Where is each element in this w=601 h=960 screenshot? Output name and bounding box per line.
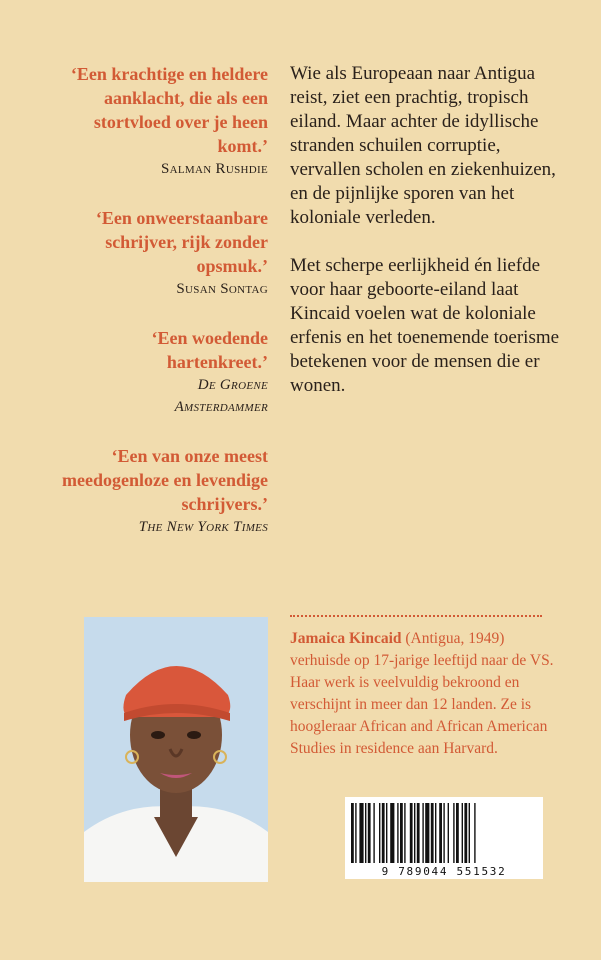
quote-source: Susan Sontag bbox=[176, 281, 268, 297]
barcode-bar bbox=[390, 803, 394, 863]
author-photo bbox=[84, 617, 268, 882]
quote-text: ‘Een van onze meest meedogenloze en levendige schrijvers.’ bbox=[62, 446, 268, 514]
barcode-bar bbox=[469, 803, 470, 863]
barcode-bar bbox=[379, 803, 380, 863]
quote-text: ‘Een woedende hartenkreet.’ bbox=[151, 328, 268, 372]
dotted-divider bbox=[290, 615, 542, 617]
barcode-bars bbox=[345, 797, 543, 865]
barcode-bar bbox=[410, 803, 413, 863]
barcode-bar bbox=[368, 803, 371, 863]
isbn-number: 9 789044 551532 bbox=[381, 865, 507, 878]
barcode-bar bbox=[443, 803, 444, 863]
quote-nyt bbox=[60, 444, 268, 538]
quote-text: ‘Een onweerstaanbare schrijver, rijk zonder opsmuk.’ bbox=[95, 208, 268, 276]
bio-text: (Antigua, 1949) verhuisde op 17-jarige leeftijd naar de VS. Haar werk is veelvuldig bekroond en verschijnt in meer dan 12 landen. Ze is hoogleraar African and African American Studies in residence aan Harvard. bbox=[290, 630, 554, 757]
author-bio bbox=[290, 628, 558, 760]
barcode-bar bbox=[431, 803, 434, 863]
barcode-bar bbox=[400, 803, 403, 863]
quote-source: The New York Times bbox=[138, 519, 268, 535]
barcode-bar bbox=[359, 803, 363, 863]
barcode-bar bbox=[365, 803, 366, 863]
quote-text: ‘Een krachtige en heldere aanklacht, die als een stortvloed over je heen komt.’ bbox=[70, 64, 268, 156]
barcode-bar bbox=[439, 803, 442, 863]
barcode-bar bbox=[397, 803, 398, 863]
quote-sontag bbox=[60, 206, 268, 300]
barcode-bar bbox=[456, 803, 459, 863]
quote-source-line-1: De Groene bbox=[197, 377, 268, 393]
barcode-bar bbox=[373, 803, 374, 863]
quote-rushdie bbox=[60, 62, 268, 180]
barcode-bar bbox=[448, 803, 449, 863]
quote-groene bbox=[60, 326, 268, 418]
quotes-column bbox=[60, 62, 268, 564]
quote-source: Salman Rushdie bbox=[161, 161, 268, 177]
barcode-bar bbox=[425, 803, 429, 863]
barcode-bar bbox=[474, 803, 475, 863]
isbn-barcode bbox=[345, 797, 543, 879]
barcode-bar bbox=[422, 803, 423, 863]
barcode-bar bbox=[382, 803, 385, 863]
description-paragraph-1: Wie als Europeaan naar Antigua reist, ziet een prachtig, tropisch eiland. Maar achter de idyllische stranden schuilen corruptie, vervallen scholen en ziekenhuizen, en de pijnlijke sporen van het koloniale verleden. bbox=[290, 63, 556, 228]
author-portrait-illustration bbox=[84, 617, 268, 882]
barcode-bar bbox=[417, 803, 420, 863]
barcode-bar bbox=[435, 803, 436, 863]
author-name: Jamaica Kincaid bbox=[290, 630, 402, 647]
barcode-bar bbox=[414, 803, 415, 863]
barcode-bar bbox=[404, 803, 405, 863]
barcode-bar bbox=[464, 803, 467, 863]
barcode-bar bbox=[386, 803, 387, 863]
book-description bbox=[290, 62, 570, 422]
barcode-bar bbox=[453, 803, 454, 863]
barcode-bar bbox=[462, 803, 463, 863]
barcode-bar bbox=[351, 803, 354, 863]
quote-source-line-2: Amsterdammer bbox=[174, 399, 268, 415]
barcode-bar bbox=[355, 803, 356, 863]
description-paragraph-2: Met scherpe eerlijkheid én liefde voor haar geboorte-eiland laat Kincaid voelen wat de koloniale erfenis en het toenemende toerisme betekenen voor de mensen die er wonen. bbox=[290, 255, 560, 396]
